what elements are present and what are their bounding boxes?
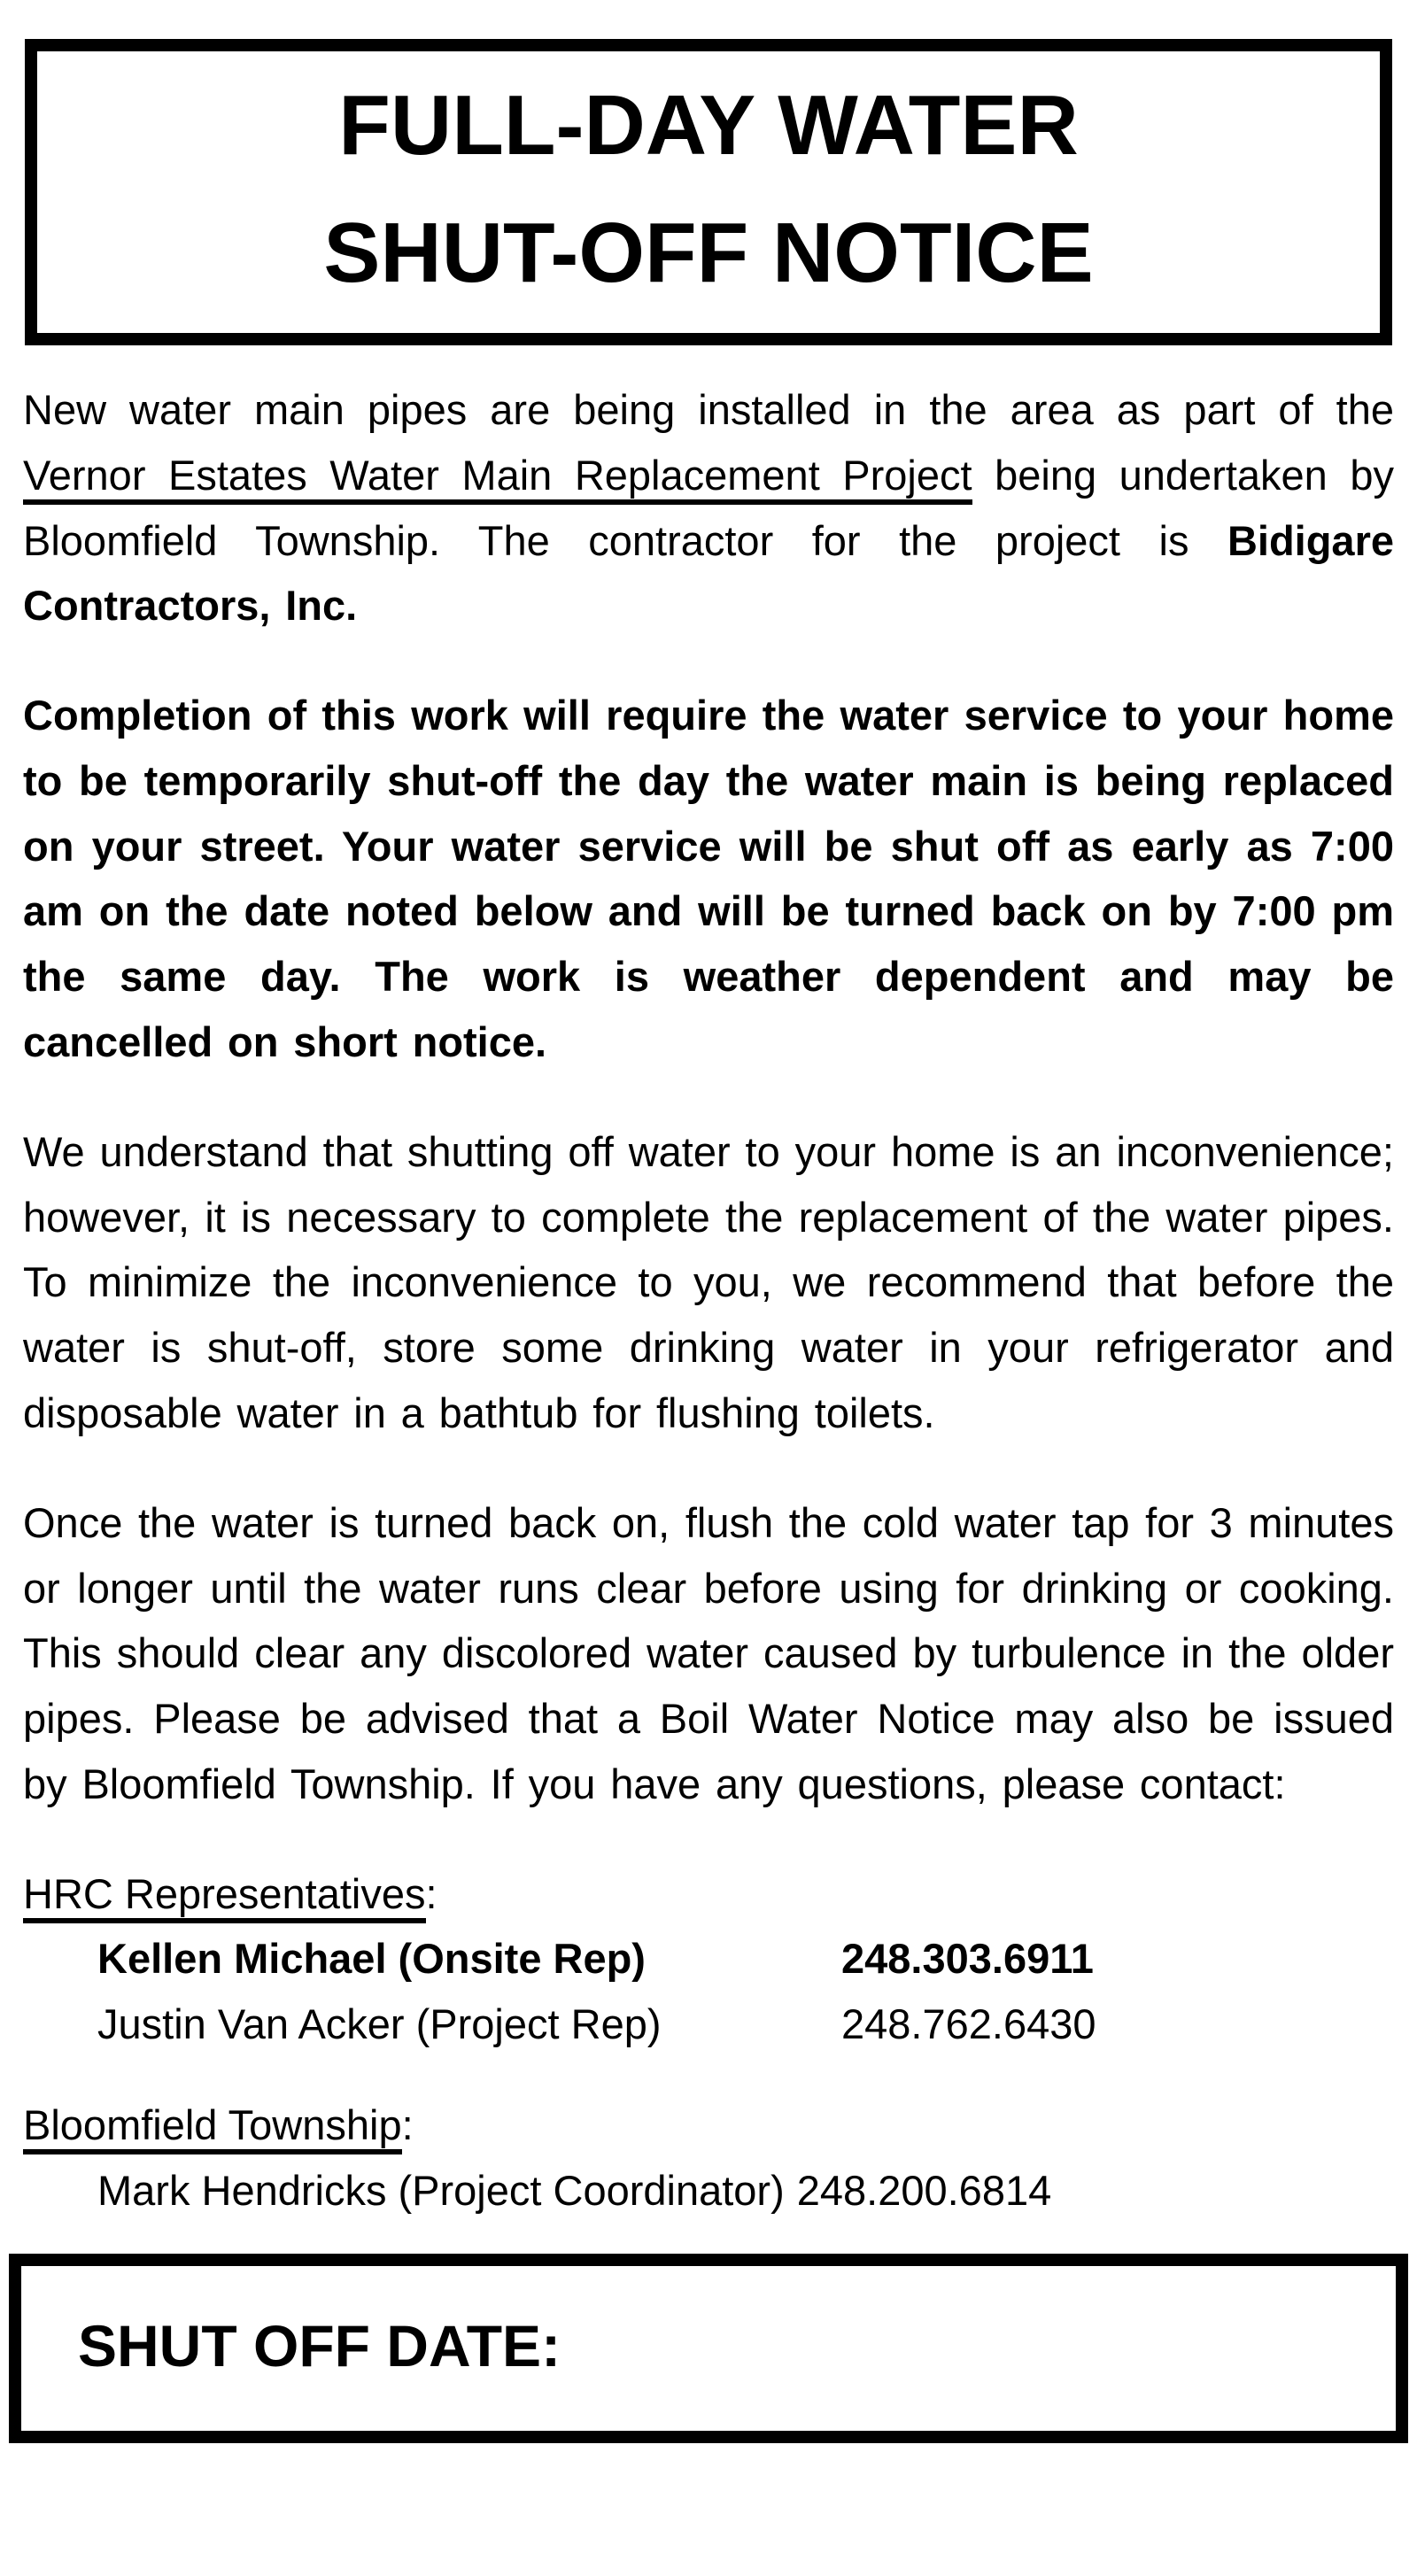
contractor-name: Bidigare Contractors, Inc. (23, 516, 1394, 630)
intro-text-mid: being undertaken by Bloomfield Township. The contractor for the project is (23, 451, 1394, 564)
inconvenience-paragraph: We understand that shutting off water to your home is an inconvenience; however, it is necessary to complete the replacement of the water pipes. To minimize the inconvenience to you, we recommend that before the water is shut-off, store some drinking water in your refrigerator and disposable water in a bathtub for flushing toilets. (23, 1127, 1394, 1436)
contact-row-justin (23, 1992, 1394, 2057)
notice-title-box (25, 39, 1392, 345)
notice-title-line1: FULL-DAY WATER (338, 78, 1079, 173)
contact-row-kellen (23, 1926, 1394, 1992)
hrc-heading-text: HRC Representatives (23, 1870, 426, 1923)
contact-phone: 248.762.6430 (841, 2000, 1096, 2048)
contact-name: Justin Van Acker (Project Rep) (97, 2000, 662, 2048)
shutoff-date-box (9, 2254, 1408, 2443)
contact-phone: 248.200.6814 (796, 2166, 1052, 2214)
shutoff-date-label: SHUT OFF DATE: (78, 2312, 561, 2379)
hrc-heading (23, 1861, 1394, 1927)
contact-name: Mark Hendricks (Project Coordinator) (97, 2166, 785, 2214)
township-heading-colon: : (401, 2100, 414, 2148)
township-heading (23, 2093, 1394, 2158)
contact-row-mark (23, 2158, 1394, 2224)
section-gap (23, 2057, 1394, 2093)
contact-phone: 248.303.6911 (841, 1935, 1094, 1983)
contact-name: Kellen Michael (Onsite Rep) (97, 1935, 646, 1983)
project-name-underlined: Vernor Estates Water Main Replacement Project (23, 452, 972, 505)
notice-title-line2: SHUT-OFF NOTICE (323, 205, 1094, 300)
flush-paragraph: Once the water is turned back on, flush the cold water tap for 3 minutes or longer until the water runs clear before using for drinking or cooking. This should clear any discolored water caused by turbulence in the older pipes. Please be advised that a Boil Water Notice may also be issued by Bloomfield Township. If you have any questions, please contact: (23, 1498, 1394, 1807)
shutoff-paragraph: Completion of this work will require the water service to your home to be temporarily shut-off the day the water main is being replaced on your street. Your water service will be shut off as early as 7:00 am on the date noted below and will be turned back on by 7:00 pm the same day. The work is weather dependent and may be cancelled on short notice. (23, 692, 1394, 1066)
hrc-heading-colon: : (425, 1869, 437, 1917)
intro-text-pre: New water main pipes are being installed in the area as part of the (23, 386, 1394, 433)
township-heading-text: Bloomfield Township (23, 2101, 402, 2154)
intro-paragraph (23, 377, 1394, 638)
